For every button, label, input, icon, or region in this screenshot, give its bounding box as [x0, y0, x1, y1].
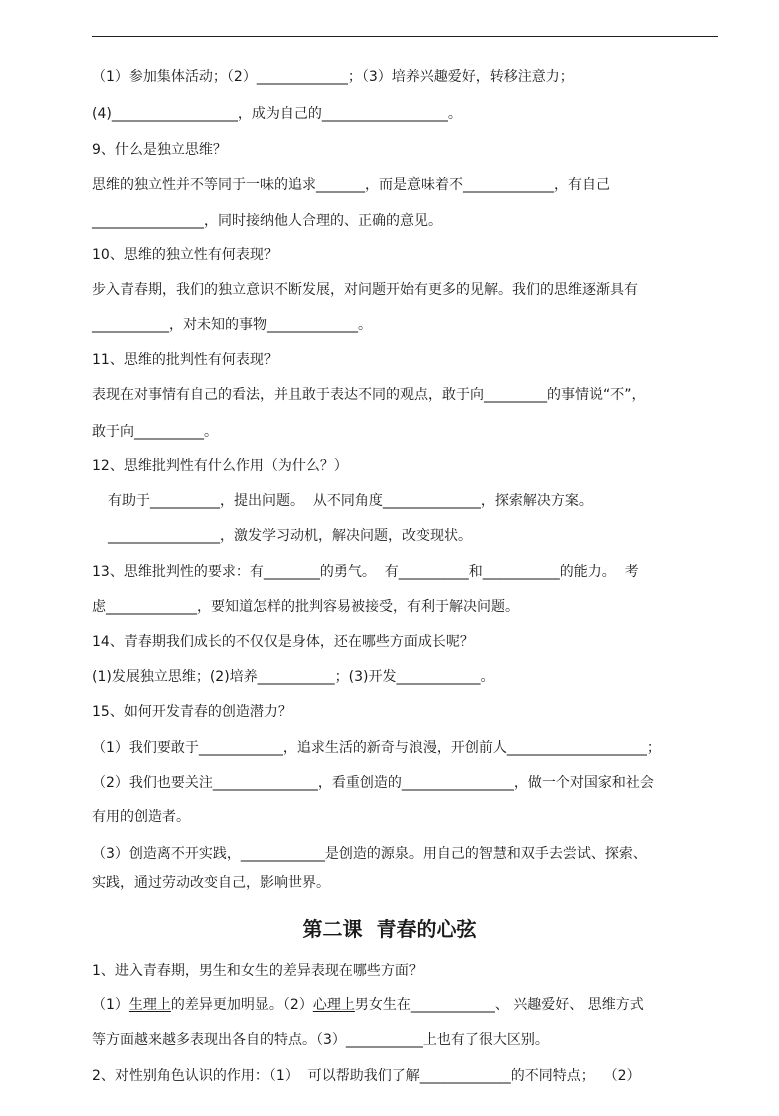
- question-heading: 10、思维的独立性有何表现？: [92, 247, 278, 263]
- text-line: （2）我们也要关注_______________，看重创造的________________，做一个对国家和社会: [92, 775, 654, 791]
- text-line: (1)发展独立思维；(2)培养___________；(3)开发____________。: [92, 669, 495, 685]
- text-line: 2、对性别角色认识的作用：（1） 可以帮助我们了解_____________的不同特点； （2）: [92, 1068, 641, 1084]
- text-line: 实践，通过劳动改变自己，影响世界。: [92, 875, 330, 891]
- text-line: 表现在对事情有自己的看法，并且敢于表达不同的观点，敢于向_________的事情说“不”，: [92, 387, 646, 403]
- underlined-term: 心理上: [312, 997, 355, 1013]
- question-heading: 9、什么是独立思维？: [92, 142, 227, 158]
- text-line: （1）我们要敢于____________，追求生活的新奇与浪漫，开创前人____________________；: [92, 740, 661, 756]
- text-line: (4)__________________，成为自己的__________________。: [92, 106, 462, 122]
- text-line: （1）参加集体活动；（2）_____________；（3）培养兴趣爱好，转移注意力；: [92, 69, 574, 85]
- text-line: 有助于__________，提出问题。 从不同角度______________，探索解决方案。: [108, 493, 593, 509]
- text-line: ___________，对未知的事物_____________。: [92, 317, 372, 333]
- text-line: 13、思维批判性的要求：有________的勇气。 有__________和___________的能力。 考: [92, 564, 639, 580]
- question-heading: 15、如何开发青春的创造潜力？: [92, 704, 292, 720]
- question-heading: 12、思维批判性有什么作用（为什么？）: [92, 458, 348, 474]
- text-segment: （1）: [92, 997, 129, 1013]
- question-heading: 1、进入青春期，男生和女生的差异表现在哪些方面？: [92, 963, 423, 979]
- text-segment: 的差异更加明显。（2）: [170, 997, 313, 1013]
- text-line: 有用的创造者。: [92, 809, 190, 825]
- text-line: （3）创造离不开实践，____________是创造的源泉。用自己的智慧和双手去尝试、探索、: [92, 846, 647, 862]
- text-line: 思维的独立性并不等同于一味的追求_______，而是意味着不_____________，有自己: [92, 177, 610, 193]
- header-rule: [92, 36, 718, 37]
- text-line: ________________，同时接纳他人合理的、正确的意见。: [92, 213, 442, 229]
- section-title: 第二课 青春的心弦: [302, 917, 477, 941]
- text-line: 等方面越来越多表现出各自的特点。（3）___________上也有了很大区别。: [92, 1032, 549, 1048]
- text-line: 虑_____________，要知道怎样的批判容易被接受，有利于解决问题。: [92, 599, 519, 615]
- text-line: [92, 995, 644, 1015]
- text-line: 步入青春期，我们的独立意识不断发展，对问题开始有更多的见解。我们的思维逐渐具有: [92, 282, 638, 298]
- text-line: 敢于向__________。: [92, 424, 218, 440]
- question-heading: 11、思维的批判性有何表现？: [92, 352, 278, 368]
- text-line: ________________，激发学习动机，解决问题，改变现状。: [108, 528, 472, 544]
- underlined-term: 生理上: [128, 997, 171, 1013]
- text-segment: 男女生在____________、 兴趣爱好、 思维方式: [354, 997, 644, 1013]
- question-heading: 14、青春期我们成长的不仅仅是身体，还在哪些方面成长呢？: [92, 634, 474, 650]
